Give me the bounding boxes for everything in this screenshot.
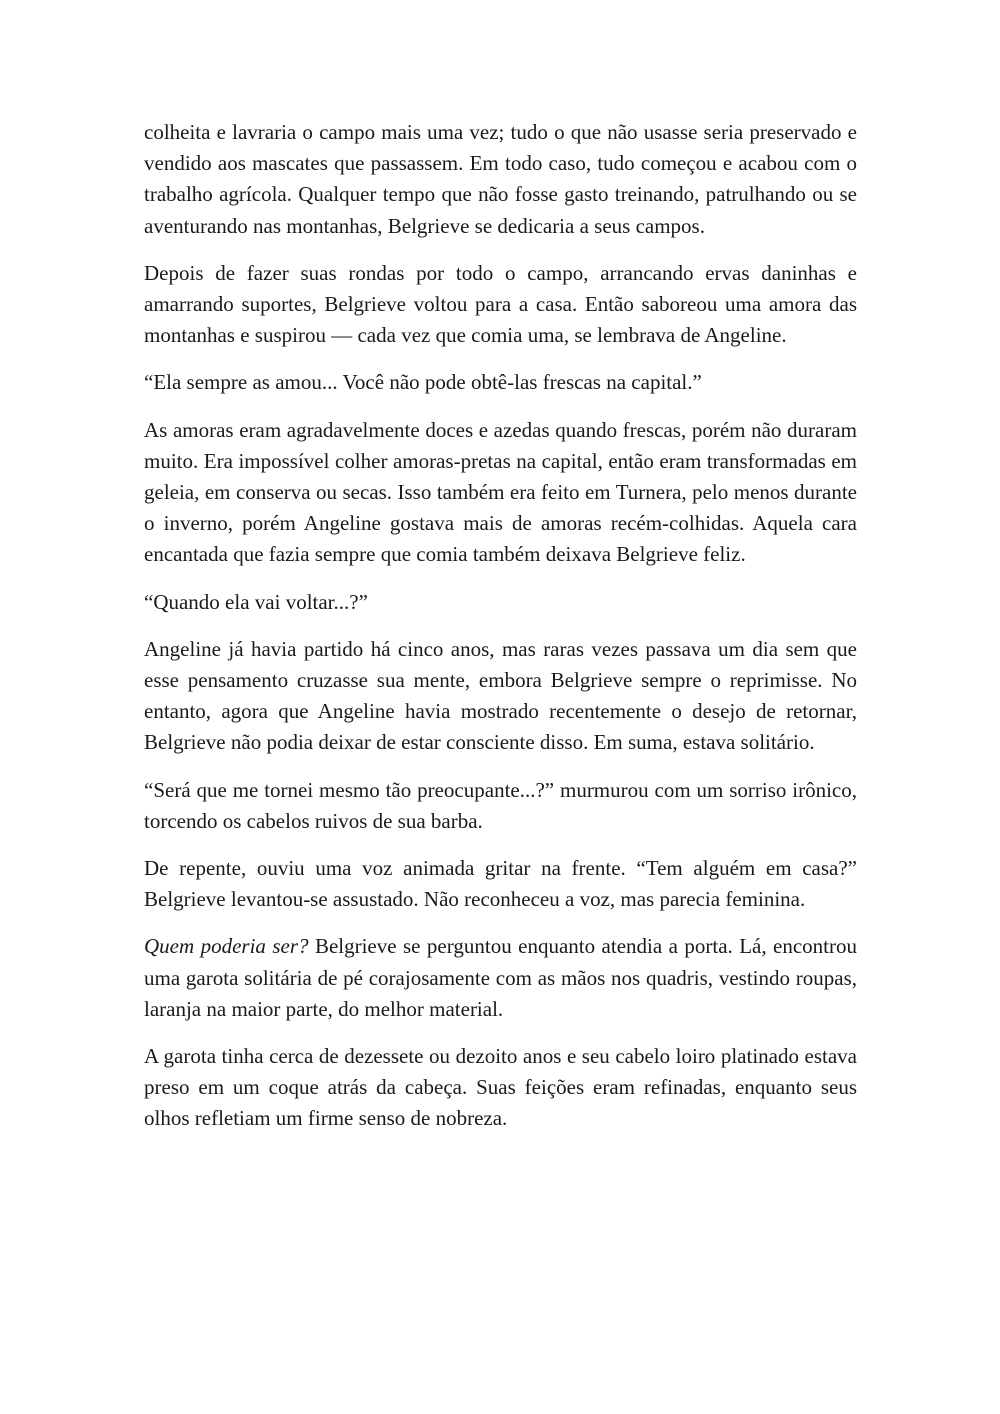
dialogue-line-2: “Quando ela vai voltar...?” <box>144 589 368 614</box>
paragraph-5: “Será que me tornei mesmo tão preocupante...?” murmurou com um sorriso irônico, torcendo os cabelos ruivos de sua barba. <box>144 777 857 833</box>
paragraph-7-body: Belgrieve se perguntou enquanto atendia a porta. Lá, encontrou uma garota solitária de pé corajosamente com as mãos nos quadris, vestindo roupas, laranja na maior parte, do melhor material. <box>144 934 857 1021</box>
dialogue-line-1: “Ela sempre as amou... Você não pode obtê-las frescas na capital.” <box>144 370 702 395</box>
document-page <box>144 117 857 1151</box>
paragraph-6: De repente, ouviu uma voz animada gritar na frente. “Tem alguém em casa?” Belgrieve levantou-se assustado. Não reconheceu a voz, mas parecia feminina. <box>144 856 857 912</box>
paragraph-8: A garota tinha cerca de dezessete ou dezoito anos e seu cabelo loiro platinado estava preso em um coque atrás da cabeça. Suas feições eram refinadas, enquanto seus olhos refletiam um firme senso de nobreza. <box>144 1044 857 1131</box>
paragraph-7 <box>144 931 857 1025</box>
italic-lead: Quem poderia ser? <box>144 934 309 959</box>
paragraph-1: colheita e lavraria o campo mais uma vez; tudo o que não usasse seria preservado e vendido aos mascates que passassem. Em todo caso, tudo começou e acabou com o trabalho agrícola. Qualquer tempo que não fosse gasto treinando, patrulhando ou se aventurando nas montanhas, Belgrieve se dedicaria a seus campos. <box>144 120 857 238</box>
paragraph-3: As amoras eram agradavelmente doces e azedas quando frescas, porém não duraram muito. Era impossível colher amoras-pretas na capital, então eram transformadas em geleia, em conserva ou secas. Isso também era feito em Turnera, pelo menos durante o inverno, porém Angeline gostava mais de amoras recém-colhidas. Aquela cara encantada que fazia sempre que comia também deixava Belgrieve feliz. <box>144 417 857 567</box>
paragraph-2: Depois de fazer suas rondas por todo o campo, arrancando ervas daninhas e amarrando suportes, Belgrieve voltou para a casa. Então saboreou uma amora das montanhas e suspirou — cada vez que comia uma, se lembrava de Angeline. <box>144 260 857 348</box>
paragraph-4: Angeline já havia partido há cinco anos, mas raras vezes passava um dia sem que esse pensamento cruzasse sua mente, embora Belgrieve sempre o reprimisse. No entanto, agora que Angeline havia mostrado recentemente o desejo de retornar, Belgrieve não podia deixar de estar consciente disso. Em suma, estava solitário. <box>144 636 857 755</box>
